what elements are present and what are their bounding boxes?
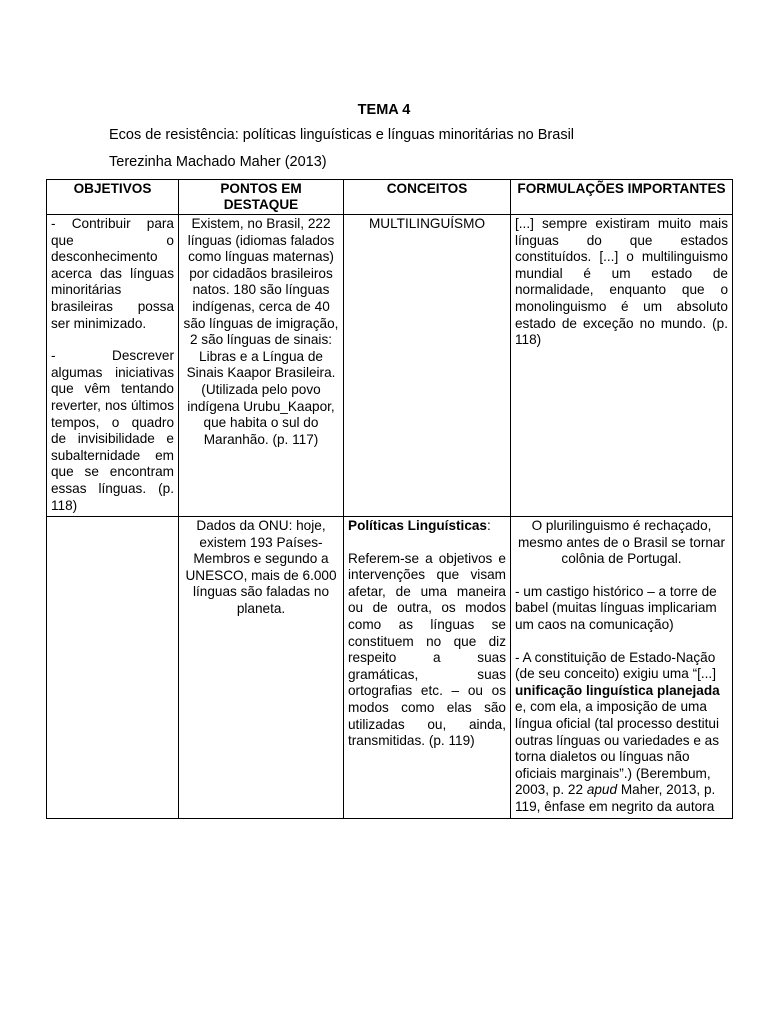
formulacao-paragraph: - um castigo histórico – a torre de babel (muitas línguas implicariam um caos na comunicação) [515,583,717,633]
conceito-definition: Referem-se a objetivos e intervenções que visam afetar, de uma maneira ou de outra, os modos como as línguas se constituem no que diz respeito a suas gramáticas, suas ortografias etc. – ou os modos como elas são utilizadas ou, ainda, transmitidas. (p. 119) [348,550,506,749]
formulacao-text: Maher, 2013, p. 119, ênfase em negrito da autora [515,782,716,814]
formulacao-text: e, com ela, a imposição de uma língua oficial (tal processo destitui outras línguas ou variedades e as torna dialetos ou línguas não oficiais marginais”.) (Berembum, 2003, p. 22 [515,699,720,798]
table-header-row [47,180,733,215]
formulacao-emphasis: unificação linguística planejada [515,682,720,698]
page-title: TEMA 4 [357,102,411,118]
cell-formulacao: [...] sempre existiram muito mais línguas do que estados constituídos. [...] o multilinguismo mundial é um estado de normalidade, enquanto que o monolinguismo é um absoluto estado de exceção no mundo. (p. 118) [511,215,733,517]
conceito-heading [348,518,506,535]
formulacao-paragraph [515,650,728,816]
work-title: Ecos de resistência: políticas linguísticas e línguas minoritárias no Brasil [109,127,575,143]
cell-pontos: Dados da ONU: hoje, existem 193 Países-Membros e segundo a UNESCO, mais de 6.000 línguas são faladas no planeta. [179,517,344,819]
table-row [47,215,733,517]
objetivo-text: - Contribuir para que o desconhecimento acerca das línguas minoritárias brasileiras possa ser minimizado. [51,216,174,331]
cell-conceito: MULTILINGUÍSMO [344,215,511,517]
cell-formulacao [511,517,733,819]
conceito-colon: : [487,518,491,534]
header-conceitos: CONCEITOS [344,180,511,215]
header-objetivos: OBJETIVOS [47,180,179,215]
formulacao-text: - A constituição de Estado-Nação (de seu conceito) exigiu uma “[...] [515,649,716,682]
objetivo-text: - Descrever algumas iniciativas que vêm tentando reverter, nos últimos tempos, o quadro de invisibilidade e subalternidade em que se encontram essas línguas. (p. 118) [51,348,174,513]
formulacao-paragraph: O plurilinguismo é rechaçado, mesmo antes de o Brasil se tornar colônia de Portugal. [517,518,726,567]
header-formulacoes: FORMULAÇÕES IMPORTANTES [511,180,733,215]
header-pontos: PONTOS EM DESTAQUE [179,180,344,215]
author-line: Terezinha Machado Maher (2013) [109,154,327,170]
formulacao-italic: apud [586,782,618,798]
summary-table [46,179,733,819]
cell-pontos: Existem, no Brasil, 222 línguas (idiomas falados como línguas maternas) por cidadãos brasileiros natos. 180 são línguas indígenas, cerca de 40 são línguas de imigração, 2 são línguas de sinais: Libras e a Língua de Sinais Kaapor Brasileira. (Utilizada pelo povo indígena Urubu_Kaapor, que habita o sul do Maranhão. (p. 117) [179,215,344,517]
conceito-title: Políticas Linguísticas [348,518,487,534]
table-row [47,517,733,819]
cell-objetivos-empty [47,517,179,819]
cell-objetivos [47,215,179,517]
cell-conceito [344,517,511,819]
